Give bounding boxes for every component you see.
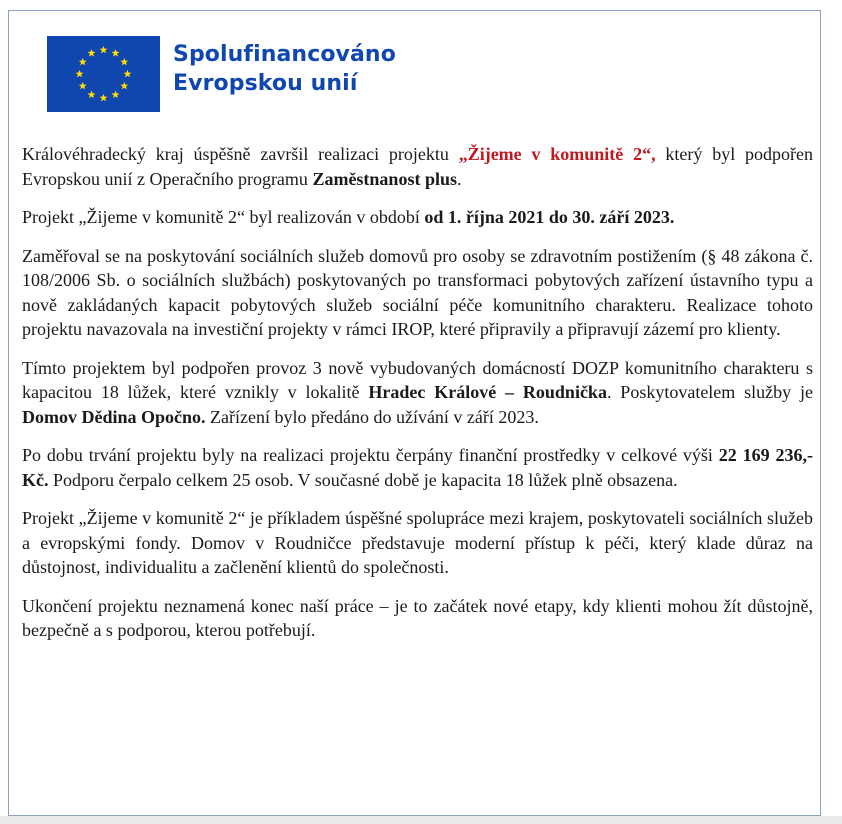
logo-text — [173, 40, 396, 98]
eu-star-icon — [100, 46, 108, 54]
article-body — [22, 142, 813, 657]
eu-star-icon — [76, 70, 84, 78]
eu-star-icon — [112, 49, 120, 57]
eu-stars-circle — [47, 36, 160, 112]
project-name: „Žijeme v komunitě 2“, — [458, 144, 656, 164]
paragraph-intro: Královéhradecký kraj úspěšně završil realizaci projektu „Žijeme v komunitě 2“, který byl podpořen Evropskou unií z Operačního programu Zaměstnanost plus. — [22, 144, 814, 189]
paragraph-period: Projekt „Žijeme v komunitě 2“ byl realizován v období od 1. října 2021 do 30. září 2023. — [22, 207, 675, 227]
paragraph-funding: Po dobu trvání projektu byly na realizaci projektu čerpány finanční prostředky v celkové výši 22 169 236,-Kč. Podporu čerpalo celkem 25 osob. V současné době je kapacita 18 lůžek plně obsazena. — [22, 445, 814, 490]
eu-flag-icon — [47, 36, 160, 112]
paragraph-operation: Tímto projektem byl podpořen provoz 3 nově vybudovaných domácností DOZP komunitního charakteru s kapacitou 18 lůžek, které vznikly v lokalitě Hradec Králové – Roudnička. Poskytovatelem služby je Domov Dědina Opočno. Zařízení bylo předáno do užívání v září 2023. — [22, 357, 813, 427]
eu-cofunding-logo — [47, 36, 395, 114]
program-name: Zaměstnanost plus — [312, 168, 457, 189]
eu-star-icon — [88, 49, 96, 57]
eu-star-icon — [79, 82, 87, 90]
page-bottom-edge — [0, 816, 842, 824]
paragraph-cooperation: Projekt „Žijeme v komunitě 2“ je příkladem úspěšné spolupráce mezi krajem, poskytovateli sociálních služeb a evropskými fondy. Domov v Roudničce představuje moderní přístup k péči, který klade důraz na důstojnost, individualitu a začlenění klientů do společnosti. — [22, 508, 813, 577]
eu-star-icon — [124, 70, 132, 78]
eu-star-icon — [112, 91, 120, 99]
logo-line-1: Spolufinancováno — [173, 42, 396, 67]
project-period: od 1. října 2021 do 30. září 2023. — [424, 207, 675, 227]
paragraph-focus: Zaměřoval se na poskytování sociálních služeb domovů pro osoby se zdravotním postižením (§ 48 zákona č. 108/2006 Sb. o sociálních službách) poskytovaných po transformaci pobytových zařízení ústavního typu a nově zakládaných kapacit pobytových služeb sociální péče komunitního charakteru. Realizace tohoto projektu navazovala na investiční projekty v rámci IROP, které připravily a připravují zázemí pro klienty. — [22, 245, 813, 339]
location: Hradec Králové – Roudnička — [368, 382, 607, 402]
eu-star-icon — [100, 94, 108, 102]
provider: Domov Dědina Opočno. — [22, 406, 206, 427]
eu-star-icon — [120, 58, 128, 66]
eu-star-icon — [79, 58, 87, 66]
eu-star-icon — [120, 82, 128, 90]
funding-amount: 22 169 236,-Kč. — [22, 445, 814, 490]
paragraph-conclusion: Ukončení projektu neznamená konec naší práce – je to začátek nové etapy, kdy klienti mohou žít důstojně, bezpečně a s podporou, kterou potřebují. — [22, 595, 813, 640]
logo-line-2: Evropskou unií — [173, 71, 358, 96]
eu-star-icon — [88, 91, 96, 99]
